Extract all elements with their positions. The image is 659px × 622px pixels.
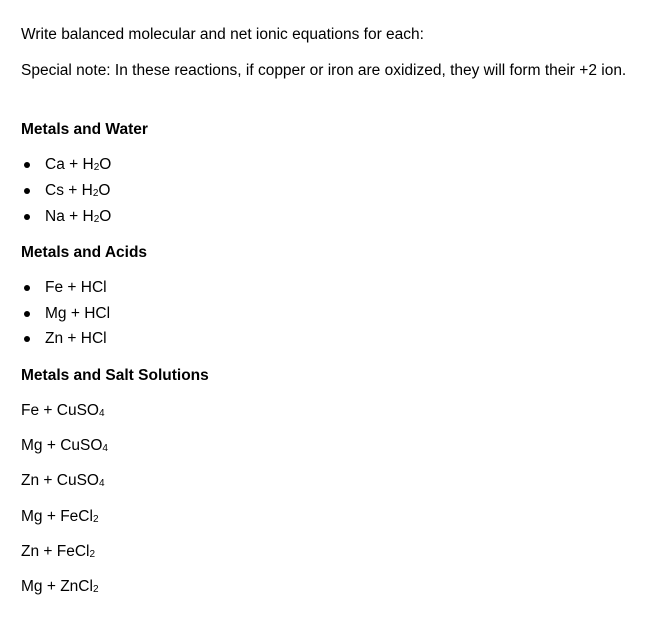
list-item-acids-3: Zn + HCl <box>45 328 107 350</box>
special-note-text: Special note: In these reactions, if copper or iron are oxidized, they will form their +2 ion. <box>21 62 627 79</box>
bullet-icon <box>24 285 30 291</box>
bullet-icon <box>24 311 30 317</box>
bullet-icon <box>24 162 30 168</box>
heading-metals-acids: Metals and Acids <box>21 244 148 261</box>
salt-item-2: Mg + CuSO$_4$ <box>21 437 108 454</box>
list-item-acids-1: Fe + HCl <box>45 277 107 299</box>
heading-metals-salts: Metals and Salt Solutions <box>21 367 209 384</box>
list-item-water-1: $Ca + H_2O$ <box>45 154 111 176</box>
salt-item-4: Mg + FeCl$_2$ <box>21 508 99 525</box>
salt-item-5: Zn + FeCl$_2$ <box>21 543 96 560</box>
bullet-icon <box>24 188 30 194</box>
bullet-icon <box>24 214 30 220</box>
instructions-text: Write balanced molecular and net ionic equations for each: <box>21 26 424 43</box>
bullet-icon <box>24 336 30 342</box>
salt-item-1: Fe + CuSO$_4$ <box>21 402 105 419</box>
salt-item-3: Zn + CuSO$_4$ <box>21 472 105 489</box>
salt-item-6: Mg + ZnCl$_2$ <box>21 578 99 595</box>
list-item-water-3: $Na + H_2O$ <box>45 206 111 228</box>
list-item-acids-2: Mg + HCl <box>45 303 110 325</box>
list-item-water-2: $Cs + H_2O$ <box>45 180 110 202</box>
heading-metals-water: Metals and Water <box>21 121 148 138</box>
